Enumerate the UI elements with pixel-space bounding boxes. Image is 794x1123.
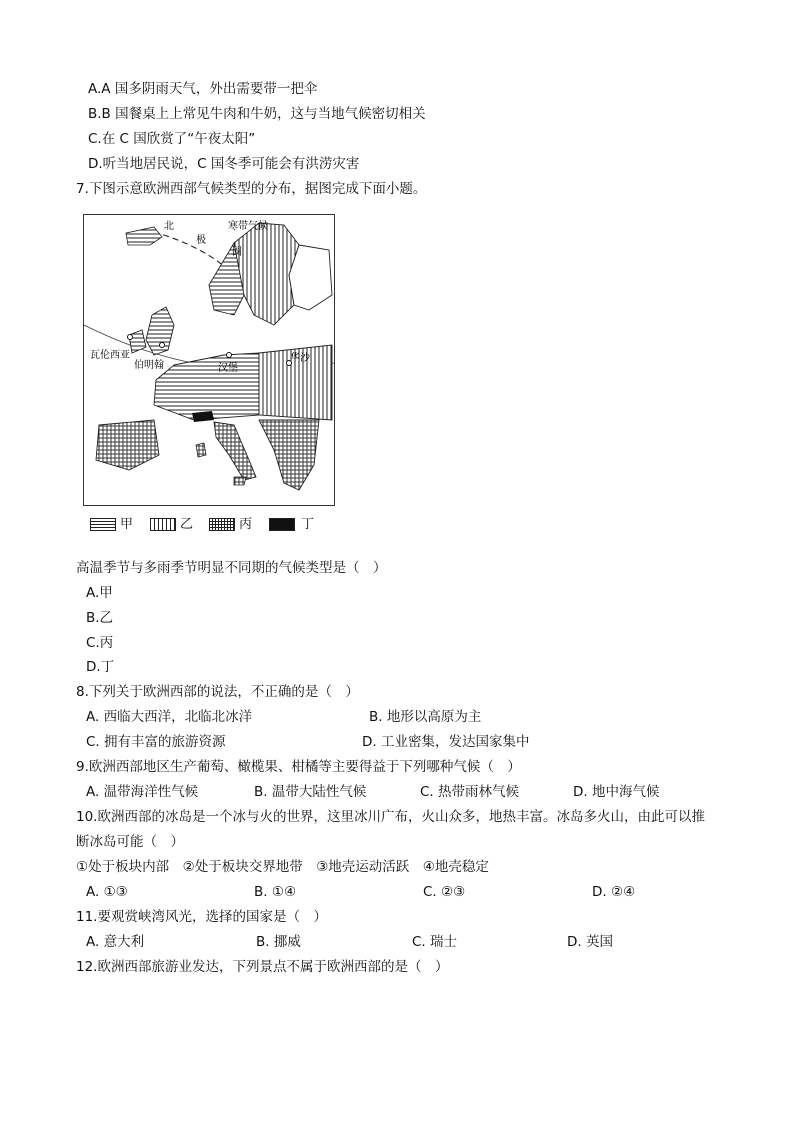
- q11-option-b: B. 挪威: [256, 934, 301, 950]
- q12-stem: 12.欧洲西部旅游业发达，下列景点不属于欧洲西部的是（ ）: [76, 959, 449, 975]
- birmingham-marker: [160, 343, 165, 348]
- legend-label-jia: 甲: [120, 517, 134, 532]
- sicily-shape: [234, 477, 246, 485]
- q7-option-c: C.丙: [86, 635, 114, 651]
- q6-option-c: C.在 C 国欣赏了“午夜太阳”: [88, 131, 256, 147]
- balkans-shape: [259, 420, 319, 490]
- legend-label-yi: 乙: [180, 517, 194, 532]
- valentia-marker: [128, 335, 133, 340]
- legend-label-ding: 丁: [301, 517, 315, 532]
- europe-climate-map: [83, 214, 335, 506]
- map-label-warsaw: 华沙: [290, 353, 310, 364]
- q10-option-a: A. ①③: [86, 884, 128, 900]
- legend-label-bing: 丙: [239, 517, 253, 532]
- finland-shape: [289, 245, 332, 310]
- q9-option-a: A. 温带海洋性气候: [86, 784, 199, 800]
- q10-option-d: D. ②④: [592, 884, 636, 900]
- q6-option-a: A.A 国多阴雨天气，外出需要带一把伞: [88, 81, 318, 97]
- map-label-birmingham: 伯明翰: [134, 360, 164, 371]
- q7-option-a: A.甲: [86, 585, 113, 601]
- sardinia-shape: [196, 443, 206, 457]
- q9-option-c: C. 热带雨林气候: [420, 784, 520, 800]
- legend-swatch-yi: [150, 518, 176, 531]
- q6-option-b: B.B 国餐桌上上常见牛肉和牛奶，这与当地气候密切相关: [88, 106, 426, 122]
- legend-swatch-jia: [90, 518, 116, 531]
- q8-stem: 8.下列关于欧洲西部的说法，不正确的是（ ）: [76, 684, 359, 700]
- map-label-hamburg: 汉堡: [218, 363, 238, 374]
- legend-swatch-ding: [269, 518, 295, 531]
- map-label-north: 北: [164, 221, 174, 232]
- iberia-shape: [96, 420, 159, 470]
- q7-stem: 7.下图示意欧洲西部气候类型的分布，据图完成下面小题。: [76, 181, 427, 197]
- q9-stem: 9.欧洲西部地区生产葡萄、橄榄果、柑橘等主要得益于下列哪种气候（ ）: [76, 759, 521, 775]
- map-label-quan: 圈: [232, 247, 242, 258]
- q8-option-b: B. 地形以高原为主: [369, 709, 482, 725]
- q7-option-b: B.乙: [86, 610, 114, 626]
- britain-shape: [146, 307, 174, 355]
- q10-stem-line1: 10.欧洲西部的冰岛是一个冰与火的世界，这里冰川广布，火山众多，地热丰富。冰岛多火山，由此可以推: [76, 809, 705, 825]
- q6-option-d: D.听当地居民说，C 国冬季可能会有洪涝灾害: [88, 156, 360, 172]
- q10-option-b: B. ①④: [254, 884, 297, 900]
- q11-option-a: A. 意大利: [86, 934, 145, 950]
- map-label-cold-zone: 寒带气候: [228, 221, 268, 232]
- italy-shape: [214, 422, 256, 480]
- map-label-valentia: 瓦伦西亚: [90, 350, 130, 361]
- map-svg: [84, 215, 334, 505]
- q10-stem-line2: 断冰岛可能（ ）: [76, 834, 184, 850]
- hamburg-marker: [227, 353, 232, 358]
- q8-option-d: D. 工业密集，发达国家集中: [362, 734, 530, 750]
- q9-option-d: D. 地中海气候: [573, 784, 660, 800]
- iceland-shape: [126, 227, 162, 245]
- legend-swatch-bing: [209, 518, 235, 531]
- q8-option-c: C. 拥有丰富的旅游资源: [86, 734, 226, 750]
- western-europe-shape: [154, 353, 259, 420]
- q9-option-b: B. 温带大陆性气候: [254, 784, 367, 800]
- q7-question: 高温季节与多雨季节明显不同期的气候类型是（ ）: [76, 560, 387, 576]
- q8-option-a: A. 西临大西洋，北临北冰洋: [86, 709, 253, 725]
- q7-option-d: D.丁: [86, 659, 115, 675]
- q11-option-d: D. 英国: [567, 934, 613, 950]
- q11-option-c: C. 瑞士: [412, 934, 458, 950]
- map-label-ji: 极: [196, 235, 206, 246]
- q10-option-c: C. ②③: [423, 884, 466, 900]
- q10-items: ①处于板块内部 ②处于板块交界地带 ③地壳运动活跃 ④地壳稳定: [76, 859, 489, 875]
- q11-stem: 11.要观赏峡湾风光，选择的国家是（ ）: [76, 909, 327, 925]
